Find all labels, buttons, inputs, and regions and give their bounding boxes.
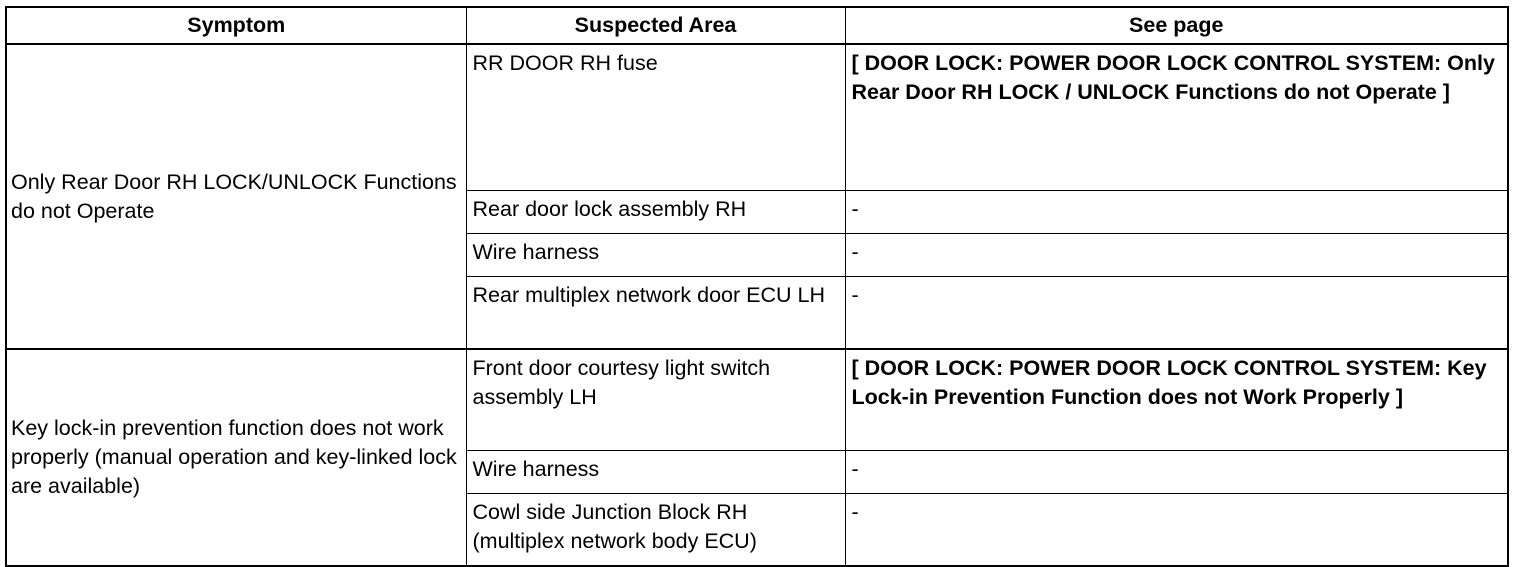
see-page-cell: - bbox=[845, 451, 1508, 494]
suspected-area-cell: Rear door lock assembly RH bbox=[466, 191, 845, 234]
suspected-area-cell: Wire harness bbox=[466, 234, 845, 277]
suspected-area-cell: Rear multiplex network door ECU LH bbox=[466, 277, 845, 350]
table-row bbox=[6, 349, 1508, 451]
table-container bbox=[5, 6, 1509, 567]
suspected-area-cell: RR DOOR RH fuse bbox=[466, 44, 845, 191]
suspected-area-cell: Wire harness bbox=[466, 451, 845, 494]
see-page-cell: - bbox=[845, 494, 1508, 567]
see-page-link[interactable]: [ DOOR LOCK: POWER DOOR LOCK CONTROL SYSTEM: Only Rear Door RH LOCK / UNLOCK Functions do not Operate ] bbox=[845, 44, 1508, 191]
troubleshooting-table bbox=[5, 6, 1509, 567]
table-row bbox=[6, 44, 1508, 191]
see-page-cell: - bbox=[845, 191, 1508, 234]
suspected-area-cell: Front door courtesy light switch assembly LH bbox=[466, 349, 845, 451]
symptom-cell: Only Rear Door RH LOCK/UNLOCK Functions do not Operate bbox=[6, 44, 466, 349]
see-page-cell: - bbox=[845, 277, 1508, 350]
header-suspected-area: Suspected Area bbox=[466, 7, 845, 44]
header-symptom: Symptom bbox=[6, 7, 466, 44]
header-row bbox=[6, 7, 1508, 44]
symptom-cell: Key lock-in prevention function does not work properly (manual operation and key-linked lock are available) bbox=[6, 349, 466, 566]
see-page-cell: - bbox=[845, 234, 1508, 277]
header-see-page: See page bbox=[845, 7, 1508, 44]
suspected-area-cell: Cowl side Junction Block RH (multiplex network body ECU) bbox=[466, 494, 845, 567]
see-page-link[interactable]: [ DOOR LOCK: POWER DOOR LOCK CONTROL SYSTEM: Key Lock-in Prevention Function does not Work Properly ] bbox=[845, 349, 1508, 451]
